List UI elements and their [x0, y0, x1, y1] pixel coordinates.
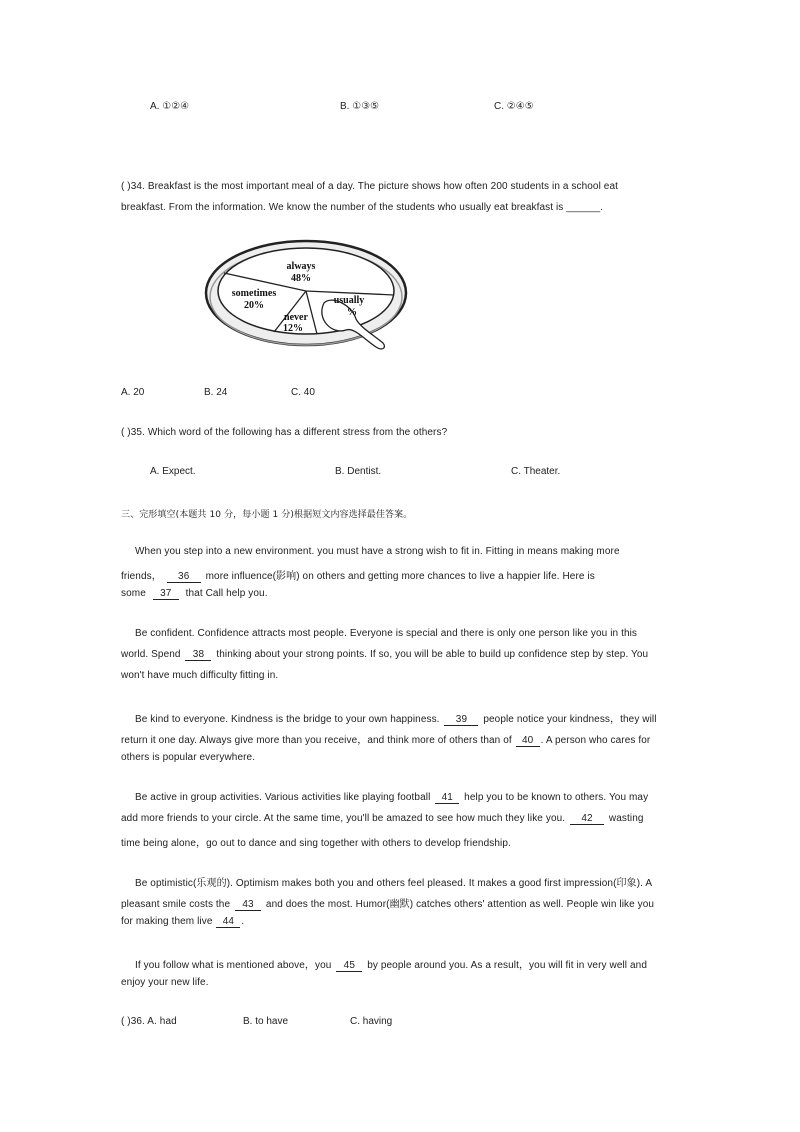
pie-label-never: never — [284, 312, 308, 323]
q34-stem-line-1: ( )34. Breakfast is the most important meal of a day. The picture shows how often 200 students in a school eat — [121, 181, 618, 192]
passage-p5-line-2 — [121, 895, 654, 911]
passage-p2-line-1: Be confident. Confidence attracts most people. Everyone is special and there is only one person like you in this — [135, 628, 638, 639]
pie-value-never: 12% — [283, 323, 303, 334]
text-fragment: some — [121, 588, 146, 599]
q36-option-b: B. to have — [243, 1016, 289, 1027]
section-3-header: 三、完形填空(本题共 10 分，每小题 1 分)根据短文内容选择最佳答案。 — [121, 510, 413, 520]
text-fragment: more influence(影响) on others and getting more chances to live a happier life. Here is — [205, 571, 595, 582]
q34-option-c: C. 40 — [291, 387, 315, 398]
blank-43[interactable]: 43 — [235, 899, 261, 911]
blank-45[interactable]: 45 — [336, 960, 362, 972]
q35-option-c: C. Theater. — [511, 466, 561, 477]
passage-p3-line-3: others is popular everywhere. — [121, 752, 256, 763]
blank-42[interactable]: 42 — [570, 813, 604, 825]
text-fragment: by people around you. As a result，you will fit in very well and — [367, 960, 647, 971]
passage-p1-line-1: When you step into a new environment. you must have a strong wish to fit in. Fitting in means making more — [135, 546, 620, 557]
blank-38[interactable]: 38 — [185, 649, 211, 661]
passage-p4-line-3: time being alone，go out to dance and sing together with others to develop friendship. — [121, 838, 511, 849]
passage-p1-line-3 — [121, 588, 268, 600]
text-fragment: return it one day. Always give more than you receive，and think more of others than of — [121, 735, 512, 746]
pie-value-always: 48% — [291, 273, 311, 284]
text-fragment: Be kind to everyone. Kindness is the bridge to your own happiness. — [135, 714, 440, 725]
q34-option-a: A. 20 — [121, 387, 145, 398]
text-fragment: people notice your kindness，they will — [483, 714, 657, 725]
q36-stem-option-a: ( )36. A. had — [121, 1016, 177, 1027]
q35-option-a: A. Expect. — [150, 466, 196, 477]
text-fragment: add more friends to your circle. At the same time, you'll be amazed to see how much they like you. — [121, 813, 566, 824]
pie-label-usually: usually — [333, 295, 365, 306]
blank-39[interactable]: 39 — [444, 714, 478, 726]
passage-p5-line-1: Be optimistic(乐观的). Optimism makes both you and others feel pleased. It makes a good first impression(印象). A — [135, 878, 653, 889]
blank-36[interactable]: 36 — [167, 571, 201, 583]
breakfast-pie-chart — [204, 235, 414, 357]
text-fragment: thinking about your strong points. If so, you will be able to build up confidence step by step. You — [216, 649, 649, 660]
text-fragment: Be active in group activities. Various activities like playing football — [135, 792, 431, 803]
blank-44[interactable]: 44 — [216, 916, 240, 928]
passage-p3-line-2 — [121, 731, 650, 747]
q36-option-c: C. having — [350, 1016, 393, 1027]
text-fragment: wasting — [608, 813, 644, 824]
passage-p3-line-1 — [135, 710, 657, 726]
text-fragment: for making them live — [121, 916, 213, 927]
q33-option-b: B. ①③⑤ — [340, 101, 380, 112]
passage-p6-line-2: enjoy your new life. — [121, 977, 209, 988]
passage-p2-line-2 — [121, 649, 648, 661]
q35-stem: ( )35. Which word of the following has a different stress from the others? — [121, 427, 448, 438]
text-fragment: help you to be known to others. You may — [464, 792, 649, 803]
passage-p4-line-1 — [135, 792, 648, 804]
text-fragment: and does the most. Humor(幽默) catches others' attention as well. People win like you — [265, 899, 655, 910]
pie-value-sometimes: 20% — [244, 300, 264, 311]
pie-value-usually: % — [347, 307, 357, 318]
blank-41[interactable]: 41 — [435, 792, 459, 804]
q34-stem-line-2: breakfast. From the information. We know the number of the students who usually eat breakfast is ______. — [121, 202, 604, 213]
text-fragment: world. Spend — [121, 649, 181, 660]
passage-p1-line-2 — [121, 567, 595, 583]
q33-option-a: A. ①②④ — [150, 101, 190, 112]
text-fragment: . A person who cares for — [540, 735, 651, 746]
text-fragment: pleasant smile costs the — [121, 899, 231, 910]
q34-option-b: B. 24 — [204, 387, 228, 398]
passage-p2-line-3: won't have much difficulty fitting in. — [121, 670, 279, 681]
pie-label-sometimes: sometimes — [231, 288, 277, 299]
text-fragment: . — [241, 916, 245, 927]
blank-40[interactable]: 40 — [516, 735, 540, 747]
passage-p5-line-3 — [121, 916, 244, 928]
passage-p4-line-2 — [121, 813, 644, 825]
text-fragment: If you follow what is mentioned above，you — [135, 960, 332, 971]
blank-37[interactable]: 37 — [153, 588, 179, 600]
q33-option-c: C. ②④⑤ — [494, 101, 534, 112]
text-fragment: that Call help you. — [185, 588, 268, 599]
text-fragment: friends， — [121, 571, 162, 582]
q35-option-b: B. Dentist. — [335, 466, 382, 477]
pie-label-always: always — [286, 261, 316, 272]
passage-p6-line-1 — [135, 956, 647, 972]
